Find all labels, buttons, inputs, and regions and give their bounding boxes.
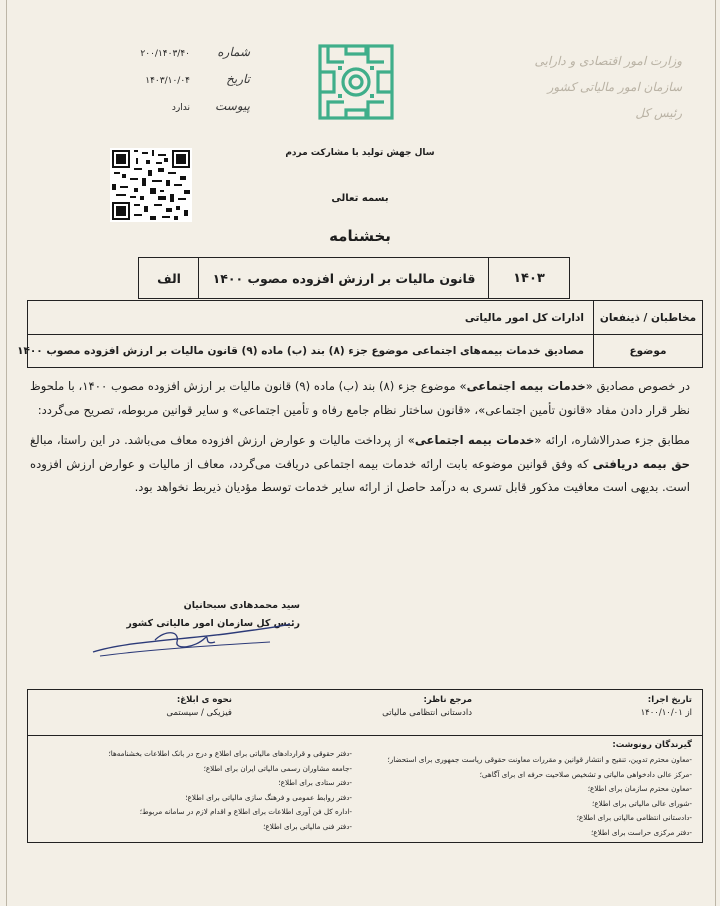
supervisor-value: دادستانی انتظامی مالیاتی (382, 708, 472, 718)
addressee-row (28, 301, 702, 335)
body-emphasis: حق بیمه دریافتی (592, 456, 690, 471)
supervisor-cell (322, 694, 472, 720)
body-text: » از پرداخت مالیات و عوارض ارزش افزوده معاف می‌باشد. در این راستا، مبالغ (30, 433, 415, 447)
body-emphasis: خدمات بیمه اجتماعی (466, 379, 586, 393)
execution-date-label: تاریخ اجرا: (647, 695, 692, 705)
meta-value: ۱۴۰۳/۱۰/۰۴ (145, 76, 190, 86)
handwritten-signature (85, 612, 295, 660)
addressee-value: ادارات کل امور مالیاتی (464, 311, 584, 324)
meta-value: ندارد (171, 103, 190, 113)
document-type-title: بخشنامه (329, 227, 391, 245)
circular-classification-box (138, 257, 570, 299)
cc-item: -دفتر فنی مالیاتی برای اطلاع؛ (263, 821, 352, 831)
delivery-method-cell (52, 694, 232, 720)
body-text: مطابق جزء صدرالاشاره، ارائه « (534, 433, 690, 447)
cc-item: -دفتر روابط عمومی و فرهنگ سازی مالیاتی برای اطلاع؛ (185, 792, 352, 802)
delivery-method-value: فیزیکی / سیستمی (166, 708, 232, 718)
cc-list-left (32, 747, 352, 835)
addressee-label: مخاطبان / ذینفعان (593, 301, 702, 334)
circular-body (30, 375, 690, 507)
cc-item: -معاون محترم سازمان برای اطلاع؛ (587, 784, 692, 794)
delivery-method-label: نحوه ی ابلاغ: (176, 695, 232, 705)
meta-label: شماره (217, 45, 250, 59)
ministry-header (482, 48, 682, 126)
cc-item: -شورای عالی مالیاتی برای اطلاع؛ (592, 798, 692, 808)
execution-date-value: از ۱۴۰۰/۱۰/۰۱ (640, 708, 692, 718)
cc-item: -دفتر حقوقی و قراردادهای مالیاتی برای اطلاع و درج در بانک اطلاعات بخشنامه‌ها؛ (108, 749, 352, 758)
meta-attachment (100, 94, 250, 121)
cc-item: -دفتر ستادی برای اطلاع؛ (278, 778, 352, 788)
cc-title: گیرندگان رونوشت: (612, 740, 692, 750)
letter-meta (100, 40, 250, 121)
qr-code[interactable] (110, 148, 192, 222)
ministry-line: رئیس کل (635, 106, 682, 120)
body-paragraph-1 (30, 375, 690, 422)
classification-law: قانون مالیات بر ارزش افزوده مصوب ۱۴۰۰ (198, 258, 489, 298)
cc-item: -دفتر مرکزی حراست برای اطلاع؛ (591, 827, 692, 837)
cc-item: -معاون محترم تدوین، تنقیح و انتشار قوانین و مقررات معاونت حقوقی ریاست جمهوری برای استحضار؛ (387, 755, 692, 764)
body-paragraph-2 (30, 429, 690, 500)
meta-date (100, 67, 250, 94)
addressee-table (17, 300, 703, 368)
classification-code: الف (157, 270, 181, 286)
meta-number (100, 40, 250, 67)
cc-item: -دادستانی انتظامی مالیاتی برای اطلاع؛ (576, 813, 692, 823)
body-text: که وفق قوانین موضوعه بابت ارائه خدمات بیمه اجتماعی دریافت می‌گردد، معاف از مالیات و عوارض ارزش افزوده است. بدیهی است معافیت مذکور قابل تسری به درآمد حاصل از ارائه سایر خدمات توسط مؤدیان ذیربط نخواهد بود. (30, 456, 690, 494)
body-text: در خصوص مصادیق « (585, 379, 690, 393)
subject-row (17, 334, 702, 367)
cc-item: -اداره کل فن آوری اطلاعات برای اطلاع و اقدام لازم در سامانه مربوط؛ (139, 807, 352, 817)
execution-date-cell (562, 694, 692, 720)
distribution-box (27, 689, 703, 843)
signatory-title: رئیس کل سازمان امور مالیاتی کشور (126, 618, 300, 629)
cc-item: -جامعه مشاوران رسمی مالیاتی ایران برای اطلاع؛ (203, 763, 352, 773)
meta-label: تاریخ (226, 72, 250, 86)
meta-label: پیوست (215, 99, 250, 113)
year-slogan: سال جهش تولید با مشارکت مردم (285, 148, 435, 158)
supervisor-label: مرجع ناظر: (423, 695, 472, 705)
body-emphasis: خدمات بیمه اجتماعی (414, 433, 535, 447)
tax-organization-logo (316, 42, 396, 122)
cc-item: -مرکز عالی دادخواهی مالیاتی و تشخیص صلاحیت حرفه ای برای آگاهی؛ (479, 769, 692, 779)
bismillah-heading: بسمه تعالی (331, 193, 389, 204)
ministry-line: وزارت امور اقتصادی و دارایی (534, 54, 682, 68)
divider (28, 735, 702, 736)
body-text: » موضوع جزء (۸) بند (ب) ماده (۹) قانون مالیات بر ارزش افزوده مصوب ۱۴۰۰، با ملحوظ نظر قرار دادن مفاد «قانون تأمین اجتماعی»، «قانون ساختار نظام جامع رفاه و تأمین اجتماعی» و سایر قوانین مربوطه، تصریح می‌گردد: (30, 379, 690, 417)
ministry-line: سازمان امور مالیاتی کشور (547, 80, 682, 94)
subject-label: موضوع (593, 334, 702, 367)
classification-year: ۱۴۰۳ (488, 258, 569, 298)
meta-value: ۲۰۰/۱۴۰۳/۴۰ (140, 49, 190, 59)
subject-value: مصادیق خدمات بیمه‌های اجتماعی موضوع جزء (۸) بند (ب) ماده (۹) قانون مالیات بر ارزش افزوده مصوب ۱۴۰۰ (17, 344, 584, 357)
signatory-name: سید محمدهادی سبحانیان (183, 600, 300, 611)
cc-list-right (362, 753, 692, 841)
